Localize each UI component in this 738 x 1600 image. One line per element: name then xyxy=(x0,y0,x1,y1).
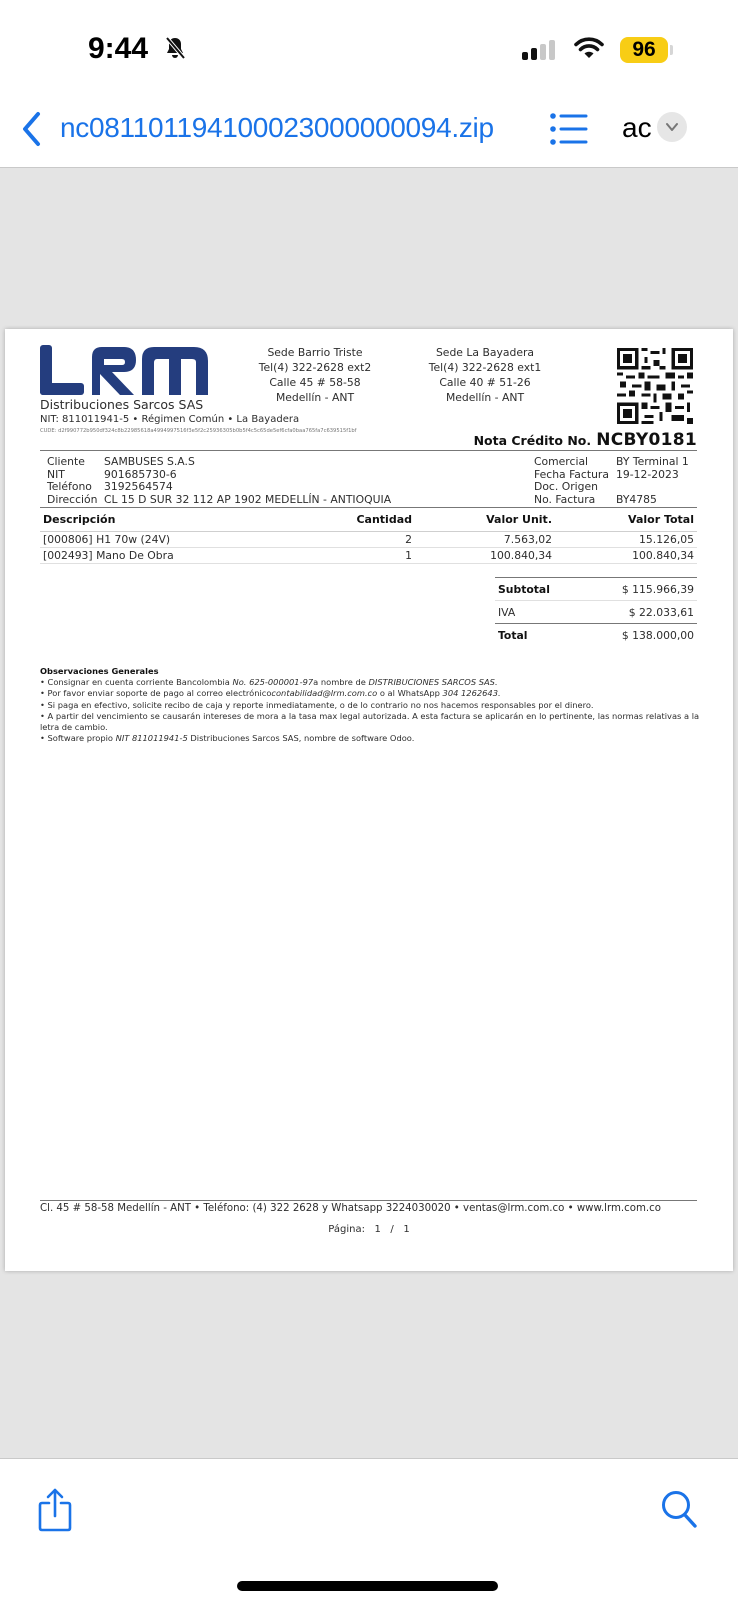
items-header-row xyxy=(40,509,697,531)
status-bar xyxy=(0,0,738,90)
file-name-title[interactable]: nc081101194100023000000094.zip xyxy=(60,112,494,143)
info-row xyxy=(47,456,391,469)
item-description: [000806] H1 70w (24V) xyxy=(40,531,295,547)
observations xyxy=(40,666,700,744)
home-indicator[interactable] xyxy=(237,1581,498,1591)
sede-city: Medellín - ANT xyxy=(445,391,525,404)
info-value: 3192564574 xyxy=(104,480,173,494)
observations-title: Observaciones Generales xyxy=(40,666,159,676)
obs-text: Consignar en cuenta corriente Bancolombia xyxy=(47,677,233,688)
obs-nit: NIT 811011941-5 xyxy=(115,733,188,744)
cude-code: CUDE: d2f990772b950df324c8b22985618a4994997516f3e5f2c25936305b0b5f4c5c65de5ef6cfa0baa765fa7c639515f1bf xyxy=(40,428,357,434)
divider xyxy=(40,1200,697,1201)
obs-text: Por favor enviar soporte de pago al correo electrónico xyxy=(47,688,272,699)
item-total-value: 100.840,34 xyxy=(555,547,697,563)
info-value: BY Terminal 1 xyxy=(616,455,689,468)
info-label: NIT xyxy=(47,467,65,481)
client-info xyxy=(47,456,391,507)
info-row xyxy=(47,469,391,482)
info-row xyxy=(534,456,689,469)
sede-city: Medellín - ANT xyxy=(275,391,355,404)
obs-text: a nombre de xyxy=(313,677,369,688)
observation-item: • A partir del vencimiento se causarán intereses de mora a la tasa max legal autorizada. A esta factura se aplicarán en lo pertinente, las normas relativas a la letra de cambio. xyxy=(40,710,700,733)
divider xyxy=(40,507,697,508)
items-table xyxy=(40,509,697,564)
item-unit-value: 7.563,02 xyxy=(415,531,555,547)
observation-item: • Por favor enviar soporte de pago al correo electrónicocontabilidad@lrm.com.co o al WhatsApp 304 1262643. xyxy=(40,688,501,699)
bell-slash-icon xyxy=(164,36,186,60)
page-current: 1 xyxy=(374,1224,381,1235)
obs-beneficiary: DISTRIBUCIONES SARCOS SAS. xyxy=(368,677,498,688)
page-number xyxy=(5,1224,733,1235)
info-value: 901685730-6 xyxy=(104,467,177,481)
total-label: Total xyxy=(498,628,528,642)
obs-text: Software propio xyxy=(47,733,116,744)
item-total-value: 15.126,05 xyxy=(555,531,697,547)
more-button[interactable] xyxy=(657,112,687,142)
battery-tip xyxy=(670,45,673,55)
lrm-logo xyxy=(40,345,210,397)
info-row xyxy=(534,494,689,507)
chevron-down-icon xyxy=(657,112,687,142)
iva-row xyxy=(495,601,697,624)
wifi-icon xyxy=(573,36,605,60)
nav-bar xyxy=(0,90,738,168)
info-value: CL 15 D SUR 32 112 AP 1902 MEDELLÍN - ANTIOQUIA xyxy=(104,493,392,507)
document-viewer[interactable] xyxy=(0,169,738,1458)
obs-text: o al WhatsApp xyxy=(377,688,443,699)
cellular-signal-icon xyxy=(522,40,555,60)
info-label: Teléfono xyxy=(47,480,92,494)
iva-label: IVA xyxy=(495,601,581,624)
column-header: Valor Unit. xyxy=(415,509,555,531)
info-label: Doc. Origen xyxy=(534,480,598,494)
search-icon[interactable] xyxy=(660,1489,700,1531)
obs-text: A partir del vencimiento se causarán intereses de mora a la tasa max legal autorizada. A esta factura se aplicarán en lo pertinente, las normas relativas a la letra de cambio. xyxy=(40,710,700,733)
sede-address: Calle 40 # 51-26 xyxy=(439,376,531,389)
item-quantity: 2 xyxy=(295,531,415,547)
page-separator: / xyxy=(390,1224,394,1235)
total-row xyxy=(495,624,697,647)
doc-number: NCBY0181 xyxy=(596,430,697,450)
chevron-left-icon[interactable] xyxy=(18,110,46,148)
info-value: SAMBUSES S.A.S xyxy=(104,455,195,468)
pdf-page xyxy=(5,329,733,1271)
column-header: Cantidad xyxy=(295,509,415,531)
observation-item: • Software propio NIT 811011941-5 Distribuciones Sarcos SAS, nombre de software Odoo. xyxy=(40,733,415,744)
column-header: Valor Total xyxy=(555,509,697,531)
sede-address: Calle 45 # 58-58 xyxy=(269,376,361,389)
info-row xyxy=(47,494,391,507)
subtotal-value: $ 115.966,39 xyxy=(581,578,697,601)
share-icon[interactable] xyxy=(37,1487,73,1533)
info-value: BY4785 xyxy=(616,493,657,507)
sede-name: Sede Barrio Triste xyxy=(267,346,363,359)
info-label: Comercial xyxy=(534,455,589,468)
obs-text: Si paga en efectivo, solicite recibo de caja y reporte inmediatamente, o de lo contrario no nos hacemos responsables por el dinero. xyxy=(47,699,594,710)
item-description: [002493] Mano De Obra xyxy=(40,547,295,563)
total-value: $ 138.000,00 xyxy=(621,628,694,642)
sede-tel: Tel(4) 322-2628 ext1 xyxy=(428,361,542,374)
doc-label: Nota Crédito No. xyxy=(473,433,592,448)
sede-tel: Tel(4) 322-2628 ext2 xyxy=(258,361,372,374)
observation-item: • Si paga en efectivo, solicite recibo de caja y reporte inmediatamente, o de lo contrario no nos hacemos responsables por el dinero. xyxy=(40,699,594,710)
info-label: Cliente xyxy=(47,455,85,468)
status-time: 9:44 xyxy=(88,32,149,65)
column-header: Descripción xyxy=(40,509,295,531)
list-icon[interactable] xyxy=(548,112,590,146)
subtotal-row xyxy=(495,578,697,601)
item-unit-value: 100.840,34 xyxy=(415,547,555,563)
truncated-menu-label[interactable]: ac xyxy=(622,112,652,143)
sede-barrio-triste xyxy=(235,345,395,405)
info-value: 19-12-2023 xyxy=(616,467,679,481)
info-label: Fecha Factura xyxy=(534,467,609,481)
sede-name: Sede La Bayadera xyxy=(435,346,535,359)
page-footer: Cl. 45 # 58-58 Medellín - ANT • Teléfono: (4) 322 2628 y Whatsapp 3224030020 • ventas@lrm.com.co • www.lrm.com.co xyxy=(40,1203,661,1214)
page-total: 1 xyxy=(403,1224,410,1235)
page-label: Página: xyxy=(328,1224,365,1235)
obs-whatsapp: 304 1262643. xyxy=(442,688,501,699)
item-quantity: 1 xyxy=(295,547,415,563)
qr-code xyxy=(617,348,693,424)
info-label: Dirección xyxy=(47,493,98,507)
observation-item: • Consignar en cuenta corriente Bancolombia No. 625-000001-97a nombre de DISTRIBUCIONES SARCOS SAS. xyxy=(40,677,498,688)
document-number-heading xyxy=(474,430,697,450)
obs-text: Distribuciones Sarcos SAS, nombre de software Odoo. xyxy=(187,733,415,744)
table-row xyxy=(40,531,697,547)
bottom-toolbar xyxy=(0,1458,738,1600)
subtotal-label: Subtotal xyxy=(495,578,581,601)
info-label: No. Factura xyxy=(534,493,596,507)
sede-la-bayadera xyxy=(405,345,565,405)
table-row xyxy=(40,547,697,563)
battery-indicator: 96 xyxy=(620,37,668,63)
divider xyxy=(40,450,697,451)
invoice-info xyxy=(534,456,689,507)
obs-email: contabilidad@lrm.com.co xyxy=(271,688,378,699)
company-nit: NIT: 811011941-5 • Régimen Común • La Bayadera xyxy=(40,414,300,425)
totals-table xyxy=(495,577,697,647)
company-name: Distribuciones Sarcos SAS xyxy=(40,397,204,412)
obs-account: No. 625-000001-97 xyxy=(232,677,314,688)
iva-value: $ 22.033,61 xyxy=(581,601,697,624)
